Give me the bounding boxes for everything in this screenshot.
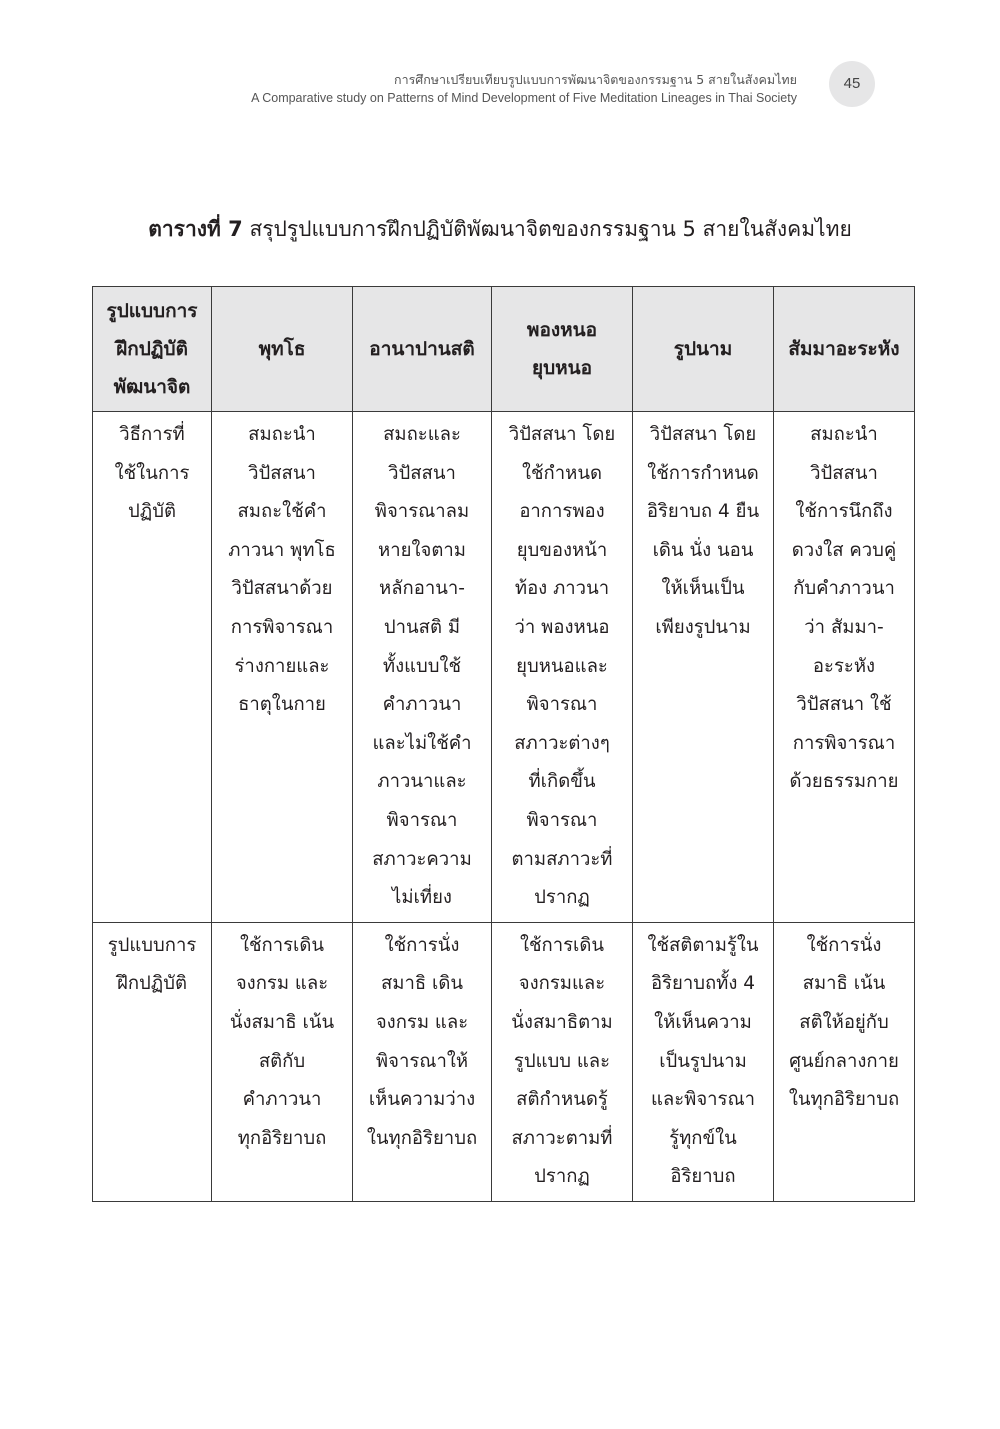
cell-line: ใช้การนั่ง bbox=[806, 934, 882, 956]
cell-line: สมถะและ bbox=[383, 424, 461, 445]
page-number-badge: 45 bbox=[829, 61, 875, 107]
cell-line: พุทโธ bbox=[258, 338, 306, 360]
cell-line: ว่า พองหนอ bbox=[514, 616, 610, 638]
cell-line: เดิน นั่ง นอน bbox=[652, 539, 754, 561]
cell-line: พองหนอ bbox=[526, 319, 598, 341]
cell-line: วิปัสสนา bbox=[810, 462, 878, 484]
cell-line: สภาวะต่างๆ bbox=[514, 732, 610, 754]
cell-line: ในทุกอิริยาบถ bbox=[366, 1127, 478, 1149]
table-cell bbox=[774, 922, 915, 1201]
cell-line: ปรากฏ bbox=[534, 1166, 590, 1188]
cell-line: ปฏิบัติ bbox=[128, 501, 176, 523]
cell-line: ใช้ในการ bbox=[114, 462, 190, 484]
column-header bbox=[774, 287, 915, 412]
cell-line: รูปแบบ และ bbox=[513, 1050, 611, 1072]
cell-line: ตามสภาวะที่ bbox=[511, 848, 613, 870]
running-header-english: A Comparative study on Patterns of Mind Development of Five Meditation Lineages in Thai Society bbox=[251, 91, 797, 105]
cell-line: อิริยาบถ 4 ยืน bbox=[646, 501, 760, 523]
cell-line: พิจารณาให้ bbox=[375, 1050, 469, 1072]
cell-line: กับคำภาวนา bbox=[793, 578, 895, 600]
cell-line: อานาปานสติ bbox=[369, 338, 475, 360]
cell-line: การพิจารณา bbox=[230, 616, 334, 638]
cell-line: รู้ทุกข์ใน bbox=[669, 1127, 737, 1149]
cell-line: ให้เห็นความ bbox=[654, 1011, 752, 1033]
cell-line: ว่า สัมมา- bbox=[804, 616, 884, 638]
cell-line: ใช้สติตามรู้ใน bbox=[647, 934, 759, 956]
table-cell bbox=[492, 922, 633, 1201]
cell-line: สมาธิ เน้น bbox=[802, 973, 886, 995]
table-caption-label: ตารางที่ 7 bbox=[148, 217, 243, 241]
cell-line: ปรากฏ bbox=[534, 887, 590, 909]
cell-line: สติกับ bbox=[258, 1050, 306, 1072]
cell-line: ธาตุในกาย bbox=[238, 694, 326, 716]
cell-line: คำภาวนา bbox=[242, 1089, 322, 1111]
cell-line: ดวงใส ควบคู่ bbox=[791, 539, 897, 561]
table-row bbox=[93, 922, 915, 1201]
table-cell bbox=[492, 412, 633, 923]
cell-line: ใช้การเดิน bbox=[239, 934, 325, 956]
table-row bbox=[93, 412, 915, 923]
running-header-thai: การศึกษาเปรียบเทียบรูปแบบการพัฒนาจิตของกรรมฐาน 5 สายในสังคมไทย bbox=[394, 72, 797, 87]
cell-line: ภาวนา พุทโธ bbox=[228, 539, 336, 561]
cell-line: จงกรมและ bbox=[518, 973, 606, 995]
table-header-row bbox=[93, 287, 915, 412]
table-cell bbox=[633, 412, 774, 923]
cell-line: นั่งสมาธิ เน้น bbox=[229, 1011, 335, 1033]
table-cell bbox=[633, 922, 774, 1201]
cell-line: ไม่เที่ยง bbox=[392, 887, 452, 909]
cell-line: วิปัสสนา ใช้ bbox=[796, 694, 892, 716]
cell-line: หลักอานา- bbox=[379, 578, 465, 600]
cell-line: ทั้งแบบใช้ bbox=[382, 655, 462, 677]
cell-line: เห็นความว่าง bbox=[368, 1089, 476, 1111]
table-body bbox=[93, 412, 915, 1202]
cell-line: สัมมาอะระหัง bbox=[788, 338, 900, 360]
table-cell bbox=[353, 412, 492, 923]
cell-line: ให้เห็นเป็น bbox=[661, 578, 745, 600]
cell-line: ยุบหนอและ bbox=[516, 655, 608, 677]
table-cell bbox=[353, 922, 492, 1201]
running-header bbox=[251, 70, 797, 108]
table-caption-text: สรุปรูปแบบการฝึกปฏิบัติพัฒนาจิตของกรรมฐาน 5 สายในสังคมไทย bbox=[242, 217, 852, 241]
cell-line: ใช้การนึกถึง bbox=[795, 501, 893, 523]
cell-line: ที่เกิดขึ้น bbox=[528, 771, 596, 793]
cell-line: หายใจตาม bbox=[378, 539, 466, 561]
row-header-cell bbox=[93, 922, 212, 1201]
cell-line: รูปแบบการ bbox=[107, 934, 197, 956]
column-header bbox=[633, 287, 774, 412]
cell-line: ฝึกปฏิบัติ bbox=[116, 338, 188, 360]
cell-line: สติให้อยู่กับ bbox=[799, 1011, 889, 1033]
table-cell bbox=[212, 922, 353, 1201]
cell-line: ใช้การนั่ง bbox=[384, 934, 460, 956]
cell-line: ปานสติ มี bbox=[383, 616, 461, 638]
cell-line: ท้อง ภาวนา bbox=[514, 578, 610, 600]
cell-line: ทุกอิริยาบถ bbox=[237, 1127, 327, 1149]
cell-line: วิปัสสนาด้วย bbox=[231, 578, 333, 600]
cell-line: และไม่ใช้คำ bbox=[372, 732, 472, 754]
cell-line: จงกรม และ bbox=[235, 973, 329, 995]
cell-line: สภาวะตามที่ bbox=[511, 1127, 613, 1149]
cell-line: ใช้การเดิน bbox=[519, 934, 605, 956]
row-header-cell bbox=[93, 412, 212, 923]
cell-line: ด้วยธรรมกาย bbox=[789, 771, 899, 793]
cell-line: ยุบของหน้า bbox=[516, 539, 608, 561]
cell-line: รูปนาม bbox=[673, 338, 733, 360]
cell-line: รูปแบบการ bbox=[106, 300, 198, 322]
cell-line: เป็นรูปนาม bbox=[659, 1050, 747, 1072]
cell-line: จงกรม และ bbox=[375, 1011, 469, 1033]
cell-line: ยุบหนอ bbox=[531, 357, 593, 379]
column-header bbox=[353, 287, 492, 412]
cell-line: สภาวะความ bbox=[372, 848, 472, 870]
cell-line: การพิจารณา bbox=[792, 732, 896, 754]
cell-line: พิจารณาลม bbox=[374, 501, 470, 523]
cell-line: พิจารณา bbox=[526, 694, 598, 716]
meditation-summary-table bbox=[92, 286, 915, 1202]
cell-line: นั่งสมาธิตาม bbox=[511, 1011, 613, 1033]
cell-line: สติกำหนดรู้ bbox=[516, 1089, 608, 1111]
cell-line: วิปัสสนา bbox=[388, 462, 456, 484]
table-cell bbox=[212, 412, 353, 923]
cell-line: ในทุกอิริยาบถ bbox=[788, 1089, 900, 1111]
column-header bbox=[212, 287, 353, 412]
cell-line: วิปัสสนา bbox=[248, 462, 316, 484]
cell-line: ใช้กำหนด bbox=[521, 462, 603, 484]
cell-line: ฝึกปฏิบัติ bbox=[117, 973, 187, 995]
cell-line: ร่างกายและ bbox=[234, 655, 330, 677]
cell-line: วิธีการที่ bbox=[119, 424, 185, 445]
cell-line: และพิจารณา bbox=[650, 1089, 756, 1111]
cell-line: สมถะใช้คำ bbox=[237, 501, 327, 523]
cell-line: ศูนย์กลางกาย bbox=[789, 1050, 899, 1072]
cell-line: เพียงรูปนาม bbox=[655, 616, 751, 638]
cell-line: สมถะนำ bbox=[810, 424, 878, 445]
cell-line: อิริยาบถ bbox=[670, 1166, 736, 1188]
cell-line: สมถะนำ bbox=[248, 424, 316, 445]
cell-line: อะระหัง bbox=[812, 655, 876, 677]
cell-line: พิจารณา bbox=[386, 809, 458, 831]
cell-line: วิปัสสนา โดย bbox=[649, 424, 757, 445]
cell-line: สมาธิ เดิน bbox=[380, 973, 464, 995]
table-caption bbox=[0, 213, 1000, 246]
cell-line: วิปัสสนา โดย bbox=[508, 424, 616, 445]
cell-line: อิริยาบถทั้ง 4 bbox=[650, 973, 756, 995]
cell-line: คำภาวนา bbox=[382, 694, 462, 716]
column-header bbox=[492, 287, 633, 412]
cell-line: ใช้การกำหนด bbox=[647, 462, 759, 484]
column-header bbox=[93, 287, 212, 412]
cell-line: อาการพอง bbox=[519, 501, 605, 523]
cell-line: พัฒนาจิต bbox=[113, 376, 191, 398]
cell-line: พิจารณา bbox=[526, 809, 598, 831]
cell-line: ภาวนาและ bbox=[377, 771, 467, 793]
table-cell bbox=[774, 412, 915, 923]
